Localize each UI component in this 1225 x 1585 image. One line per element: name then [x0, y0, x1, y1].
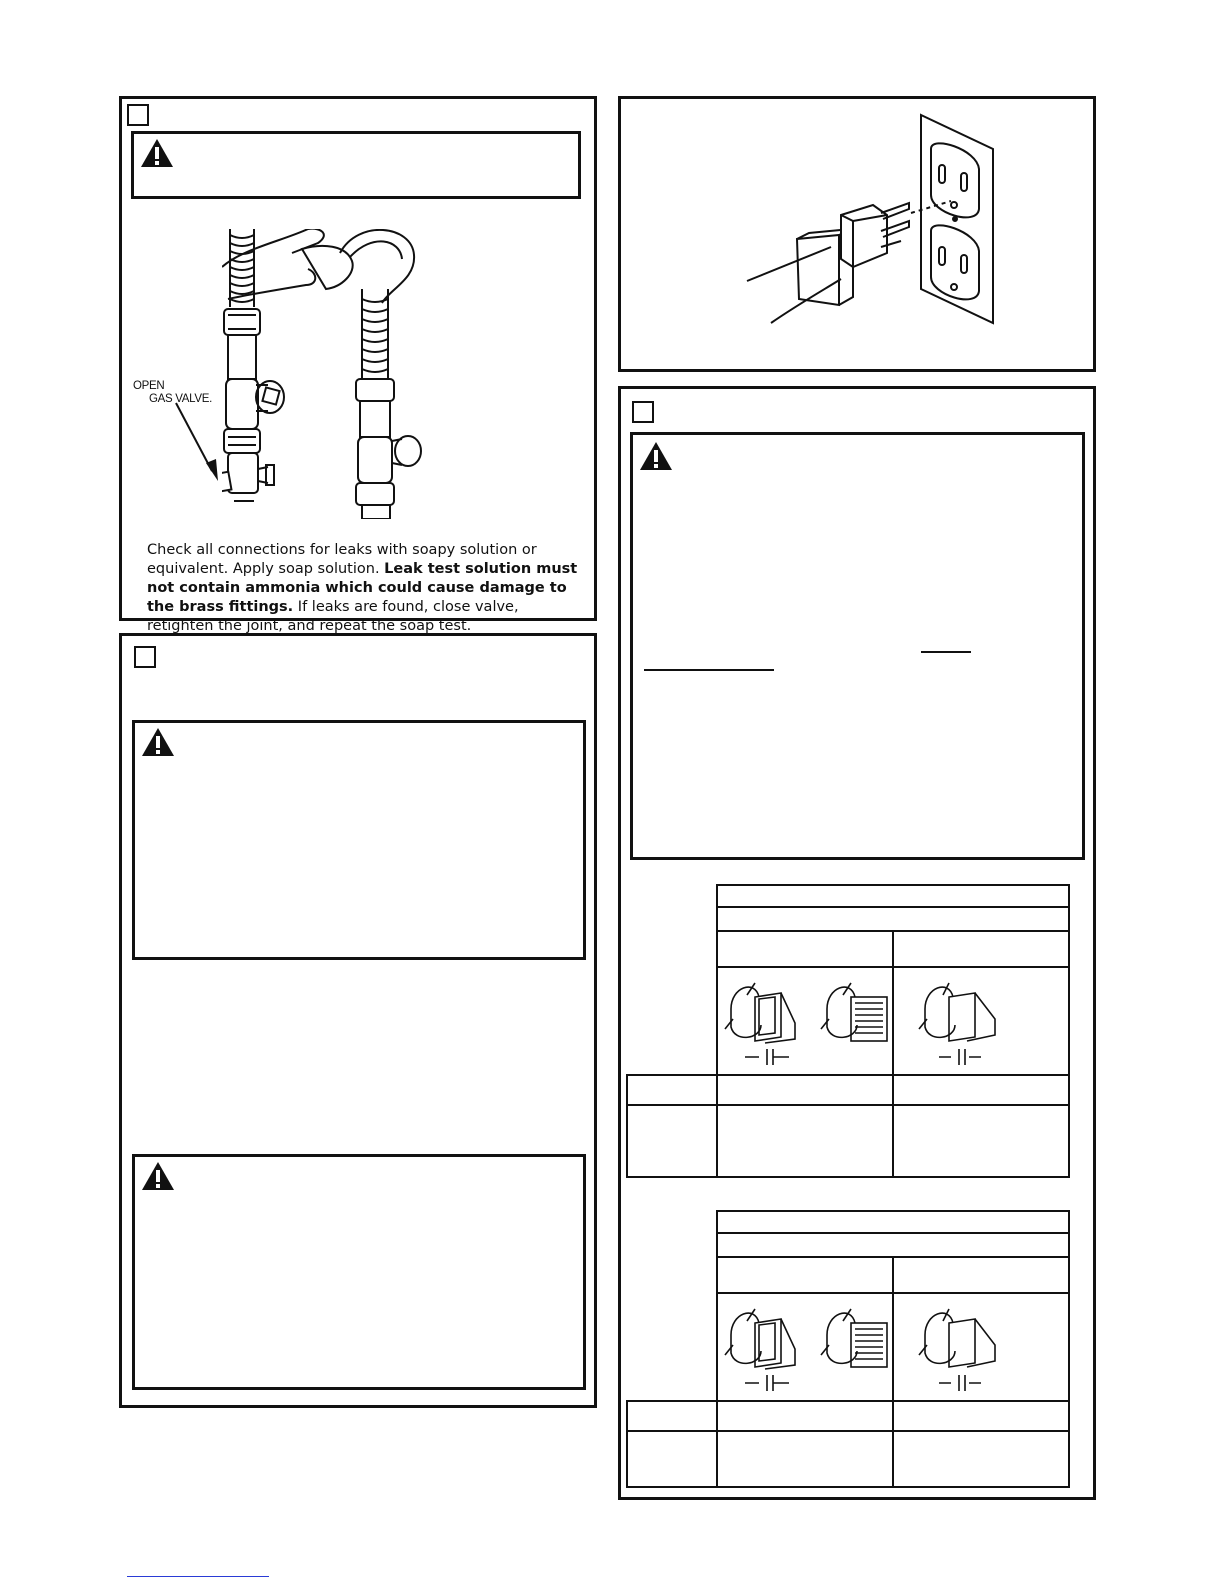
louvered-hood-icon: [821, 983, 887, 1041]
leak-test-instructions: [147, 541, 587, 636]
instructions-warning-bold: Leak test solution must not contain ammonia which could cause damage to the brass fittings.: [147, 561, 578, 615]
underline-mark: [921, 651, 971, 653]
exhaust-hood-table: [621, 879, 1081, 1189]
callout-line-1: OPEN: [133, 380, 165, 392]
warning-triangle-icon: [141, 727, 175, 757]
plug-outlet-illustration: [741, 109, 1001, 339]
warning-box: [131, 131, 581, 199]
warning-box: [132, 720, 586, 960]
valve-callout-arrow: [172, 399, 232, 489]
exhaust-hood-icon: [919, 1309, 995, 1391]
gas-valve-illustration: [222, 229, 522, 519]
warning-triangle-icon: [639, 441, 673, 471]
open-gas-valve-callout: [133, 380, 212, 406]
venting-section-panel: [618, 386, 1096, 1500]
electrical-section-panel: [119, 633, 597, 1408]
exhaust-hood-icon: [919, 983, 995, 1065]
exhaust-hood-table: [621, 1205, 1081, 1495]
louvered-hood-icon: [821, 1309, 887, 1367]
warning-triangle-icon: [141, 1161, 175, 1191]
warning-triangle-icon: [140, 138, 174, 168]
instructions-outro: If leaks are found, close valve, retighten the joint, and repeat the soap test.: [147, 599, 519, 634]
instructions-intro: Check all connections for leaks with soapy solution or equivalent. Apply soap solution.: [147, 542, 537, 577]
gas-leak-test-panel: [119, 96, 597, 634]
step-number-box: [632, 401, 654, 423]
exhaust-hood-icon: [725, 1309, 795, 1391]
underline-mark: [644, 669, 774, 671]
step-number-box: [134, 646, 156, 668]
warning-box: [132, 1154, 586, 1390]
step-number-box: [127, 104, 149, 126]
power-plug-panel: [618, 96, 1096, 372]
callout-line-2: GAS VALVE.: [149, 393, 213, 405]
footer-link-underline[interactable]: [127, 1576, 269, 1577]
warning-box: [630, 432, 1085, 860]
exhaust-hood-icon: [725, 983, 795, 1065]
